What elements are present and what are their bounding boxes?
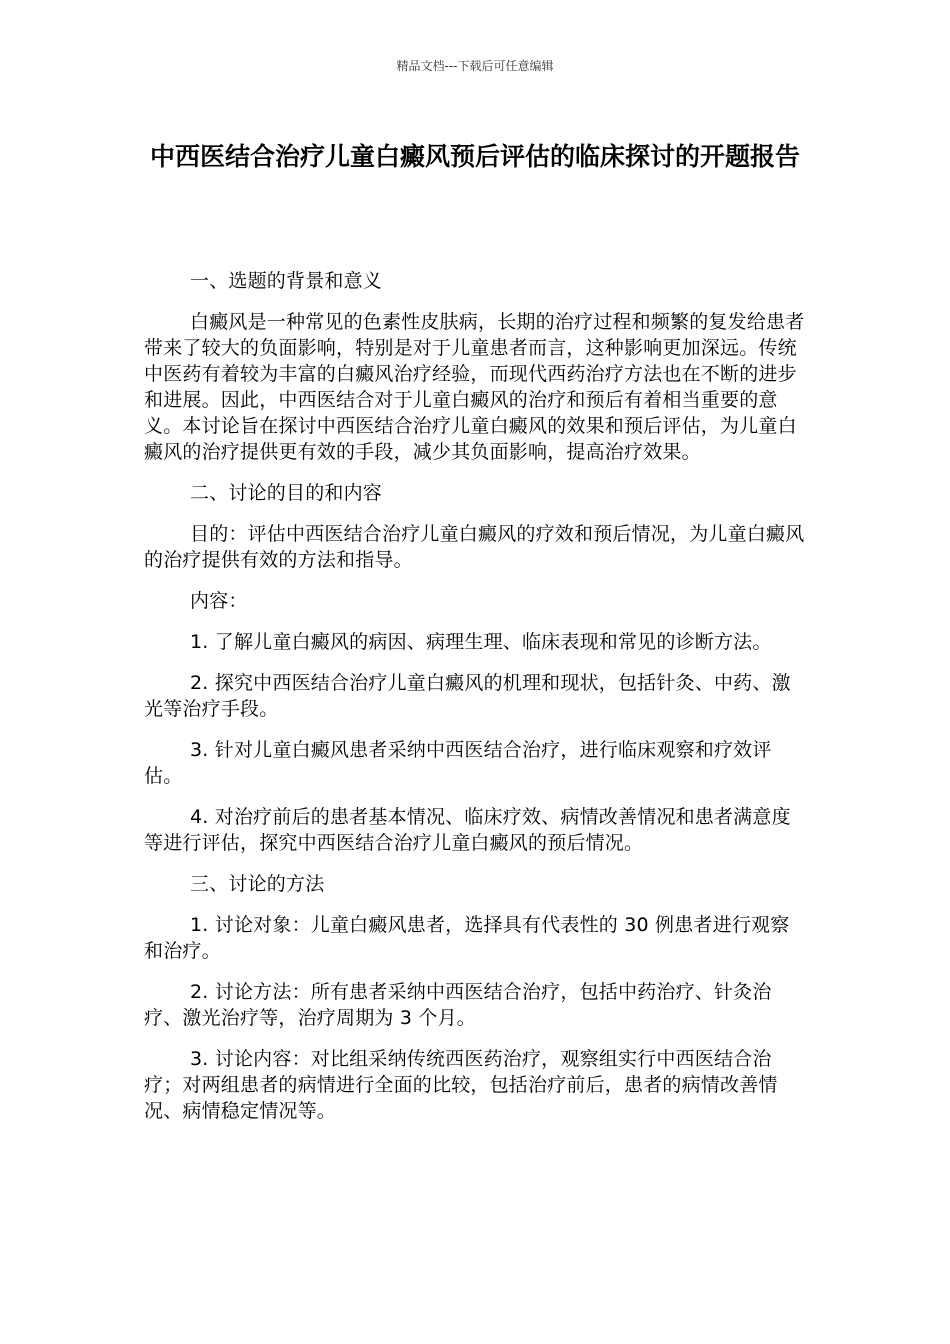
section-heading-methods: 三、讨论的方法 <box>190 873 325 895</box>
list-item-content-4: 4. 对治疗前后的患者基本情况、临床疗效、病情改善情况和患者满意度等进行评估，探究中西医结合治疗儿童白癜风的预后情况。 <box>144 806 791 854</box>
paragraph-purpose: 目的：评估中西医结合治疗儿童白癜风的疗效和预后情况，为儿童白癜风的治疗提供有效的方法和指导。 <box>144 523 805 571</box>
list-item-method-3: 3. 讨论内容：对比组采纳传统西医药治疗，观察组实行中西医结合治疗；对两组患者的病情进行全面的比较，包括治疗前后，患者的病情改善情况、病情稳定情况等。 <box>144 1048 778 1122</box>
paragraph-background: 白癜风是一种常见的色素性皮肤病，长期的治疗过程和频繁的复发给患者带来了较大的负面影响，特别是对于儿童患者而言，这种影响更加深远。传统中医药有着较为丰富的白癜风治疗经验，而现代西药治疗方法也在不断的进步和进展。因此，中西医结合对于儿童白癜风的治疗和预后有着相当重要的意义。本讨论旨在探讨中西医结合治疗儿童白癜风的效果和预后评估，为儿童白癜风的治疗提供更有效的手段，减少其负面影响，提高治疗效果。 <box>144 311 805 463</box>
list-item-content-2: 2. 探究中西医结合治疗儿童白癜风的机理和现状，包括针灸、中药、激光等治疗手段。 <box>144 672 791 720</box>
list-item-content-3: 3. 针对儿童白癜风患者采纳中西医结合治疗，进行临床观察和疗效评估。 <box>144 739 772 787</box>
list-item-method-2: 2. 讨论方法：所有患者采纳中西医结合治疗，包括中药治疗、针灸治疗、激光治疗等，治疗周期为 3 个月。 <box>144 981 772 1029</box>
document-body <box>144 268 808 1139</box>
section-heading-background: 一、选题的背景和意义 <box>190 270 383 292</box>
list-item-method-1: 1. 讨论对象：儿童白癜风患者，选择具有代表性的 30 例患者进行观察和治疗。 <box>144 914 790 962</box>
list-item-content-1: 1. 了解儿童白癜风的病因、病理生理、临床表现和常见的诊断方法。 <box>190 631 772 653</box>
paragraph-content-label: 内容： <box>190 590 248 612</box>
section-heading-purpose: 二、讨论的目的和内容 <box>190 482 383 504</box>
document-title: 中西医结合治疗儿童白癜风预后评估的临床探讨的开题报告 <box>149 142 800 171</box>
header-note: 精品文档---下载后可任意编辑 <box>396 59 554 73</box>
